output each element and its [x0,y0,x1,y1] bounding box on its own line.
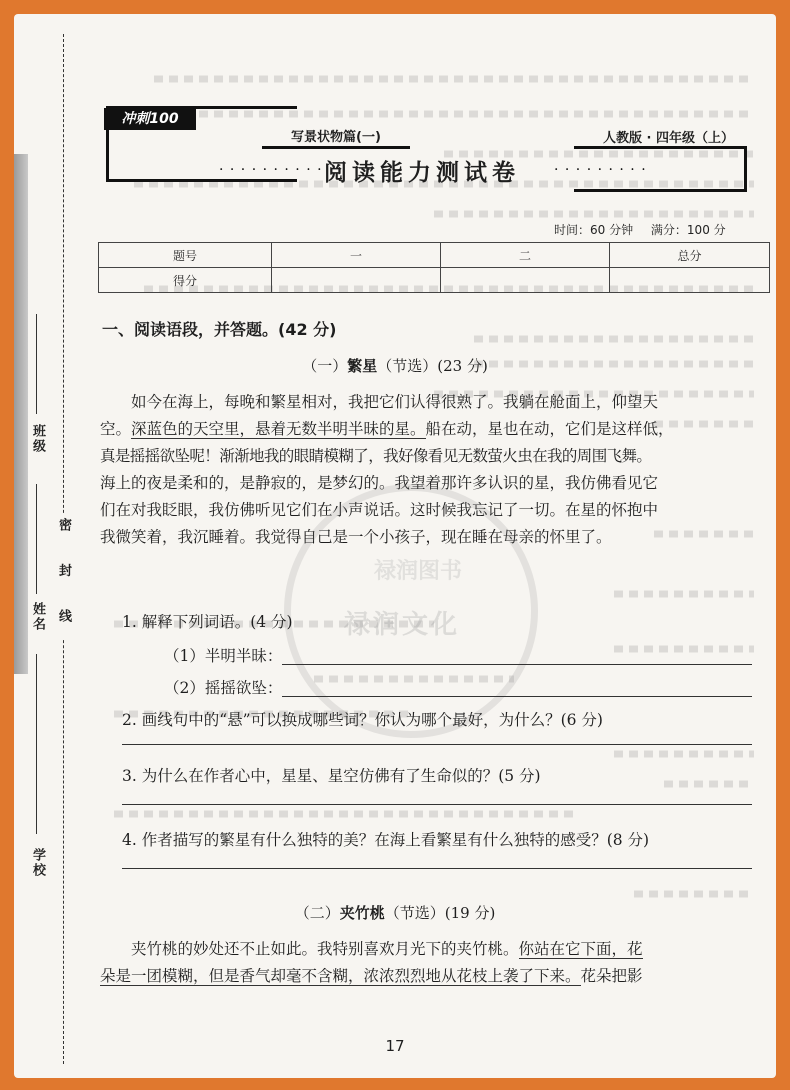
watermark-logo-text: 禄润文化 [344,610,461,640]
section-title: 一、阅读语段，并答题。(42 分) [102,320,337,339]
page-number: 17 [385,1037,405,1055]
question-3: 3. 为什么在作者心中，星星、星空仿佛有了生命似的？(5 分) [122,767,541,785]
passage-line [100,963,770,990]
time-limit: 时间：60 分钟 [554,223,634,237]
passage-title-1 [14,355,776,376]
underlined-sentence: 你站在它下面，花 [518,940,643,958]
passage-line: 海上的夜是柔和的，是静寂的，是梦幻的。我望着那许多认识的星，我仿佛看见它 [100,474,659,492]
passage-line: 如今在海上，每晚和繁星相对，我把它们认得很熟了。我躺在舱面上，仰望天 [131,393,659,411]
passage-2-name: 夹竹桃 [339,904,385,922]
title-dots-right: · · · · · · · · · [554,162,647,178]
passage-1-suffix: （节选）(23 分) [377,357,488,375]
passage-line [100,416,770,443]
class-label: 班级 [30,424,45,454]
series-badge: 冲刺100 [104,108,196,130]
watermark-ring-text: 禄润图书 [374,559,463,584]
full-score: 满分：100 分 [650,223,726,237]
page-title: 阅读能力测试卷 [324,160,520,186]
table-cell: 题号 [99,243,272,268]
exam-info [554,221,740,238]
question-2: 2. 画线句中的“悬”可以换成哪些词？你认为哪个最好，为什么？(6 分) [122,711,603,729]
passage-title-2 [14,902,776,923]
passage-line: 我微笑着，我沉睡着。我觉得自己是一个小孩子，现在睡在母亲的怀里了。 [100,528,612,546]
passage-1-name: 繁星 [347,357,378,375]
score-input-cell[interactable] [610,268,770,293]
score-table [98,242,770,293]
school-label: 学校 [30,848,45,878]
passage-span: 船在动，星也在动，它们是这样低， [425,420,674,438]
underlined-sentence: 朵是一团模糊，但是香气却毫不含糊，浓浓烈烈地从花枝上袭了下来。 [100,967,581,985]
passage-line: 们在对我眨眼，我仿佛听见它们在小声说话。这时候我忘记了一切。在星的怀抱中 [100,501,659,519]
name-blank [36,484,37,594]
passage-line: 真是摇摇欲坠呢！渐渐地我的眼睛模糊了，我好像看见无数萤火虫在我的周围飞舞。 [100,447,652,465]
table-cell: 得分 [99,268,272,293]
question-4: 4. 作者描写的繁星有什么独特的美？在海上看繁星有什么独特的感受？(8 分) [122,831,650,849]
answer-line[interactable] [122,868,752,869]
exam-page [14,14,776,1078]
passage-2-suffix: （节选）(19 分) [384,904,496,922]
score-table-row [99,243,770,268]
edition-label: 人教版 · 四年级（上） [603,131,734,146]
school-blank [36,654,37,834]
underlined-sentence: 深蓝色的天空里，悬着无数半明半昧的星。 [131,420,426,438]
answer-line[interactable] [282,696,752,697]
question-1-item-1: （1）半明半昧： [164,647,283,665]
header-right-bracket [574,146,747,192]
passage-1-prefix: （一） [302,357,348,375]
passage-span: 夹竹桃的妙处还不止如此。我特别喜欢月光下的夹竹桃。 [131,940,519,958]
table-cell: 二 [441,243,610,268]
score-input-cell[interactable] [272,268,441,293]
question-1-item-2: （2）摇摇欲坠： [164,679,283,697]
passage-span: 花朵把影 [580,967,643,985]
passage-2-prefix: （二） [294,904,340,922]
seal-line-label: 密 封 线 [54,514,73,640]
question-1: 1. 解释下列词语。(4 分) [122,613,293,631]
answer-line[interactable] [122,804,752,805]
table-cell: 一 [272,243,441,268]
passage-line [100,936,770,963]
passage-2-text [100,936,770,990]
series-title: 写景状物篇(一) [262,126,410,149]
answer-line[interactable] [282,664,752,665]
name-label: 姓名 [30,602,45,632]
table-cell: 总分 [610,243,770,268]
score-input-cell[interactable] [441,268,610,293]
title-dots-left: · · · · · · · · · · [219,162,323,178]
score-table-row [99,268,770,293]
answer-line[interactable] [122,744,752,745]
passage-span: 空。 [100,420,132,438]
